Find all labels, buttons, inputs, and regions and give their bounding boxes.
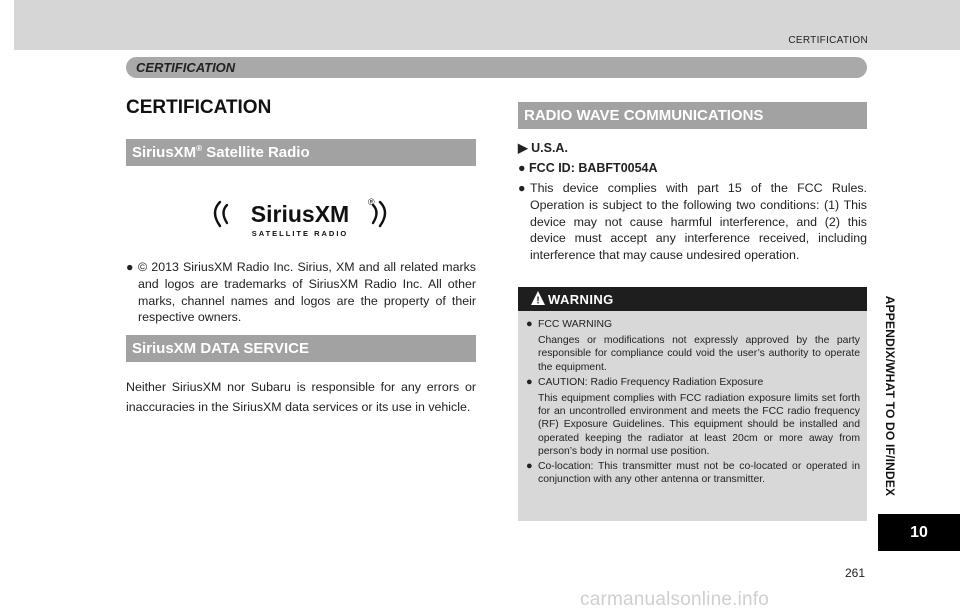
play-arrow-icon: ▶ xyxy=(518,141,528,155)
subhead-satellite-radio-text: SiriusXM® Satellite Radio xyxy=(132,144,310,161)
siriusxm-logo xyxy=(208,192,392,240)
section-bar-label: CERTIFICATION xyxy=(136,60,236,75)
section-bar xyxy=(126,57,867,78)
region-heading xyxy=(518,140,568,155)
fcc-compliance-text: This device complies with part 15 of the FCC Rules. Operation is subject to the following two conditions: (1) This device may not cause harmful interference, and (2) this device must accept any interference received, including interference that may cause undesired operation. xyxy=(530,181,867,263)
bullet-dot: ● xyxy=(526,460,533,473)
warning-header xyxy=(518,287,867,311)
data-service-text: Neither SiriusXM nor Subaru is responsible for any errors or inaccuracies in the SiriusXM data services or its use in vehicle. xyxy=(126,380,476,414)
subhead-data-service xyxy=(126,335,476,362)
svg-text:!: ! xyxy=(536,295,540,306)
warning-triangle-icon xyxy=(530,290,546,306)
warning-item xyxy=(526,460,860,486)
bullet-dot: ● xyxy=(526,375,533,388)
warning-item-desc: This equipment complies with FCC radiation exposure limits set forth for an uncontrolled environment and meets the FCC radio frequency (RF) Exposure Guidelines. This equipment should be installed and operated keeping the radiator at least 20cm or more away from person’s body in normal use position. xyxy=(538,393,860,457)
chapter-tab[interactable]: 10 xyxy=(878,514,960,551)
subhead-data-service-text: SiriusXM DATA SERVICE xyxy=(132,340,309,357)
bullet-dot: ● xyxy=(518,181,526,195)
bullet-dot: ● xyxy=(126,260,134,274)
side-tab[interactable] xyxy=(878,285,902,507)
warning-item-title: CAUTION: Radio Frequency Radiation Exposure xyxy=(538,376,764,388)
fcc-id xyxy=(518,161,658,175)
fcc-id-text: FCC ID: BABFT0054A xyxy=(529,161,658,175)
svg-text:SiriusXM: SiriusXM xyxy=(250,201,350,227)
warning-box xyxy=(518,287,867,521)
page-title: CERTIFICATION xyxy=(126,97,272,118)
warning-item xyxy=(526,376,860,458)
warning-label: WARNING xyxy=(548,292,614,307)
svg-text:SATELLITE RADIO: SATELLITE RADIO xyxy=(251,229,349,238)
warning-item xyxy=(526,318,860,374)
subhead-radio-wave xyxy=(518,102,867,129)
subhead-radio-wave-text: RADIO WAVE COMMUNICATIONS xyxy=(524,107,764,124)
region-text: U.S.A. xyxy=(531,141,568,155)
running-head: CERTIFICATION xyxy=(788,35,868,46)
warning-item-title: FCC WARNING xyxy=(538,319,613,330)
subhead-satellite-radio xyxy=(126,139,476,166)
side-tab-label: APPENDIX/WHAT TO DO IF/INDEX xyxy=(883,295,897,497)
trademark-notice xyxy=(126,259,476,326)
bullet-dot: ● xyxy=(526,318,533,330)
watermark: carmanualsonline.info xyxy=(580,589,770,610)
svg-text:®: ® xyxy=(368,197,375,207)
warning-item-desc: Changes or modifications not expressly approved by the party responsible for compliance could void the user’s authority to operate the equipment. xyxy=(538,335,860,373)
page-number: 261 xyxy=(845,566,866,580)
trademark-text: © 2013 SiriusXM Radio Inc. Sirius, XM and all related marks and logos are trademarks of SiriusXM Radio Inc. All other marks, channel names and logos are the property of their respective owners. xyxy=(138,260,476,325)
warning-body xyxy=(526,318,860,488)
warning-item-title: Co-location: This transmitter must not be co-located or operated in conjunction with any other antenna or transmitter. xyxy=(538,461,860,486)
bullet-dot: ● xyxy=(518,161,526,175)
fcc-compliance xyxy=(518,180,867,264)
